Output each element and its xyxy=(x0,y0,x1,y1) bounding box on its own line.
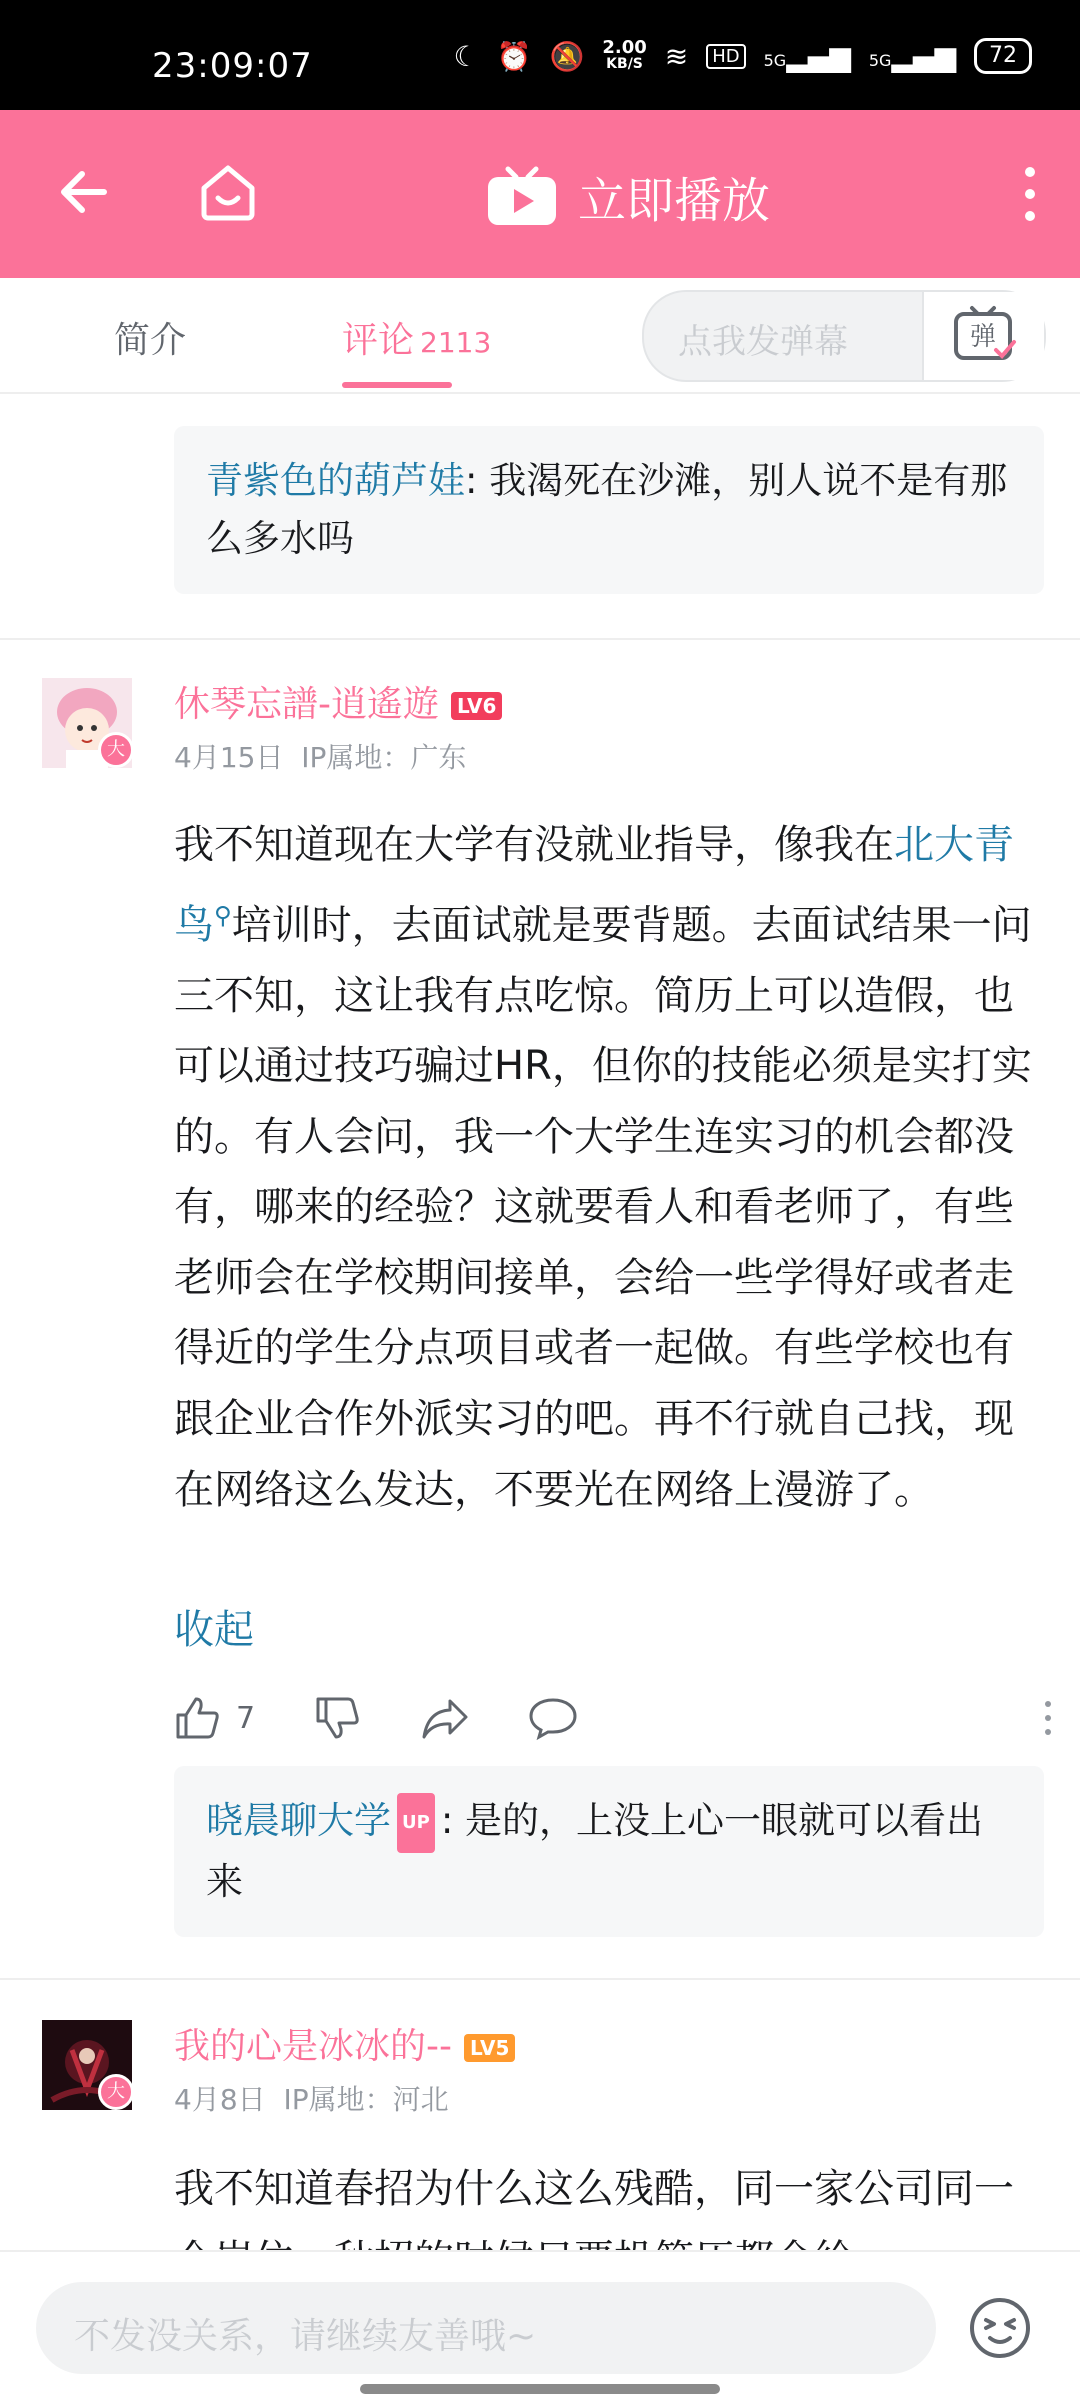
comment-list xyxy=(0,392,1080,2250)
comment-meta xyxy=(174,736,466,776)
keyword-search-link[interactable]: 北大青鸟⚲ xyxy=(174,822,1014,948)
divider xyxy=(0,638,1080,640)
danmaku-input[interactable] xyxy=(642,290,1046,382)
status-bar xyxy=(0,0,1080,110)
reply-preview[interactable] xyxy=(174,1766,1044,1937)
play-now-label: 立即播放 xyxy=(578,173,771,229)
comment-date: 4月15日 xyxy=(174,741,284,774)
search-icon: ⚲ xyxy=(214,901,232,930)
avatar-badge: 大 xyxy=(98,2074,134,2110)
dislike-button[interactable] xyxy=(314,1688,360,1748)
comment-text: 我不知道春招为什么这么残酷，同一家公司同一 xyxy=(174,2166,1014,2212)
thumbs-up-icon xyxy=(174,1695,220,1741)
mute-bell-icon: 🔕 xyxy=(549,39,585,73)
thumbs-down-icon xyxy=(314,1695,360,1741)
status-time: 23:09:07 xyxy=(152,46,313,86)
comment-meta xyxy=(174,2078,449,2118)
alarm-icon: ⏰ xyxy=(496,39,532,73)
emoji-icon[interactable] xyxy=(968,2296,1032,2360)
svg-text:弹: 弹 xyxy=(969,322,997,352)
tab-comments[interactable] xyxy=(342,312,491,363)
share-icon xyxy=(420,1695,470,1741)
battery-icon: 72 xyxy=(974,38,1032,74)
comment-actions xyxy=(174,1688,1054,1748)
tab-comments-count: 2113 xyxy=(420,326,492,359)
avatar-badge: 大 xyxy=(98,732,134,768)
danmaku-toggle-button[interactable] xyxy=(922,292,1044,380)
home-icon[interactable] xyxy=(196,160,260,224)
collapse-button[interactable]: 收起 xyxy=(174,1607,254,1653)
video-top-bar xyxy=(0,110,1080,278)
reply-preview[interactable] xyxy=(174,426,1044,594)
hd-icon: HD xyxy=(706,44,745,69)
back-arrow-icon[interactable] xyxy=(56,162,116,222)
divider xyxy=(0,1978,1080,1980)
reply-author[interactable]: 青紫色的葫芦娃 xyxy=(206,459,465,502)
home-indicator xyxy=(360,2384,720,2394)
comment-ip: IP属地：河北 xyxy=(283,2083,449,2116)
tab-comments-label: 评论 xyxy=(342,320,415,361)
comment-input-bar xyxy=(0,2250,1080,2402)
level-badge: LV6 xyxy=(451,692,502,720)
comment-ip: IP属地：广东 xyxy=(301,741,467,774)
tab-intro[interactable]: 简介 xyxy=(114,320,187,361)
reply-text: : 我渴死在沙滩，别人说不是有那么多水吗 xyxy=(206,459,1008,560)
like-button[interactable] xyxy=(174,1688,255,1748)
level-badge: LV5 xyxy=(464,2034,515,2062)
comment-bubble-icon xyxy=(528,1695,578,1741)
signal-icon-2: 5G▂▄▆ xyxy=(868,39,956,73)
comment-username[interactable]: 休琴忘譜-逍遙遊 LV6 xyxy=(174,676,502,727)
moon-icon: ☾ xyxy=(453,39,479,73)
danmaku-placeholder: 点我发弹幕 xyxy=(678,322,848,362)
comment-text: 我不知道现在大学有没就业指导，像我在北大青鸟⚲培训时，去面试就是要背题。去面试结果一问三不知，这让我有点吃惊。简历上可以造假，也可以通过技巧骗过HR，但你的技能必须是实打实的。有人会问，我一个大学生连实习的机会都没有，哪来的经验？这就要看人和看老师了，有些老师会在学校期间接单，会给一些学得好或者走得近的学生分点项目或者一起做。有些学校也有跟企业合作外派实习的吧。再不行就自己找，现在网络这么发达，不要光在网络上漫游了。 xyxy=(174,822,1032,1513)
more-options-icon[interactable] xyxy=(1042,1698,1054,1738)
reply-text: : 是的，上没上心一眼就可以看出来 xyxy=(206,1799,984,1903)
play-now-button[interactable] xyxy=(486,162,770,231)
status-icons xyxy=(453,38,1032,74)
share-button[interactable] xyxy=(420,1688,470,1748)
wifi-icon: ≋ xyxy=(664,39,689,73)
comment-input[interactable] xyxy=(36,2282,936,2374)
like-count: 7 xyxy=(236,1700,256,1736)
tv-play-icon xyxy=(486,165,558,229)
comment-input-placeholder: 不发没关系，请继续友善哦~ xyxy=(74,2316,537,2357)
tab-bar xyxy=(0,278,1080,394)
comment-username[interactable]: 我的心是冰冰的-- LV5 xyxy=(174,2018,515,2069)
active-tab-indicator xyxy=(342,382,452,388)
comment-date: 4月8日 xyxy=(174,2083,266,2116)
reply-button[interactable] xyxy=(528,1688,578,1748)
up-badge: UP xyxy=(397,1793,435,1853)
net-speed: 2.00 KB/S xyxy=(602,37,647,72)
more-vertical-icon[interactable] xyxy=(1020,164,1040,224)
signal-icon-1: 5G▂▄▆ xyxy=(763,39,851,73)
reply-author[interactable]: 晓晨聊大学 xyxy=(206,1799,391,1842)
danmaku-tv-icon xyxy=(924,292,1044,380)
